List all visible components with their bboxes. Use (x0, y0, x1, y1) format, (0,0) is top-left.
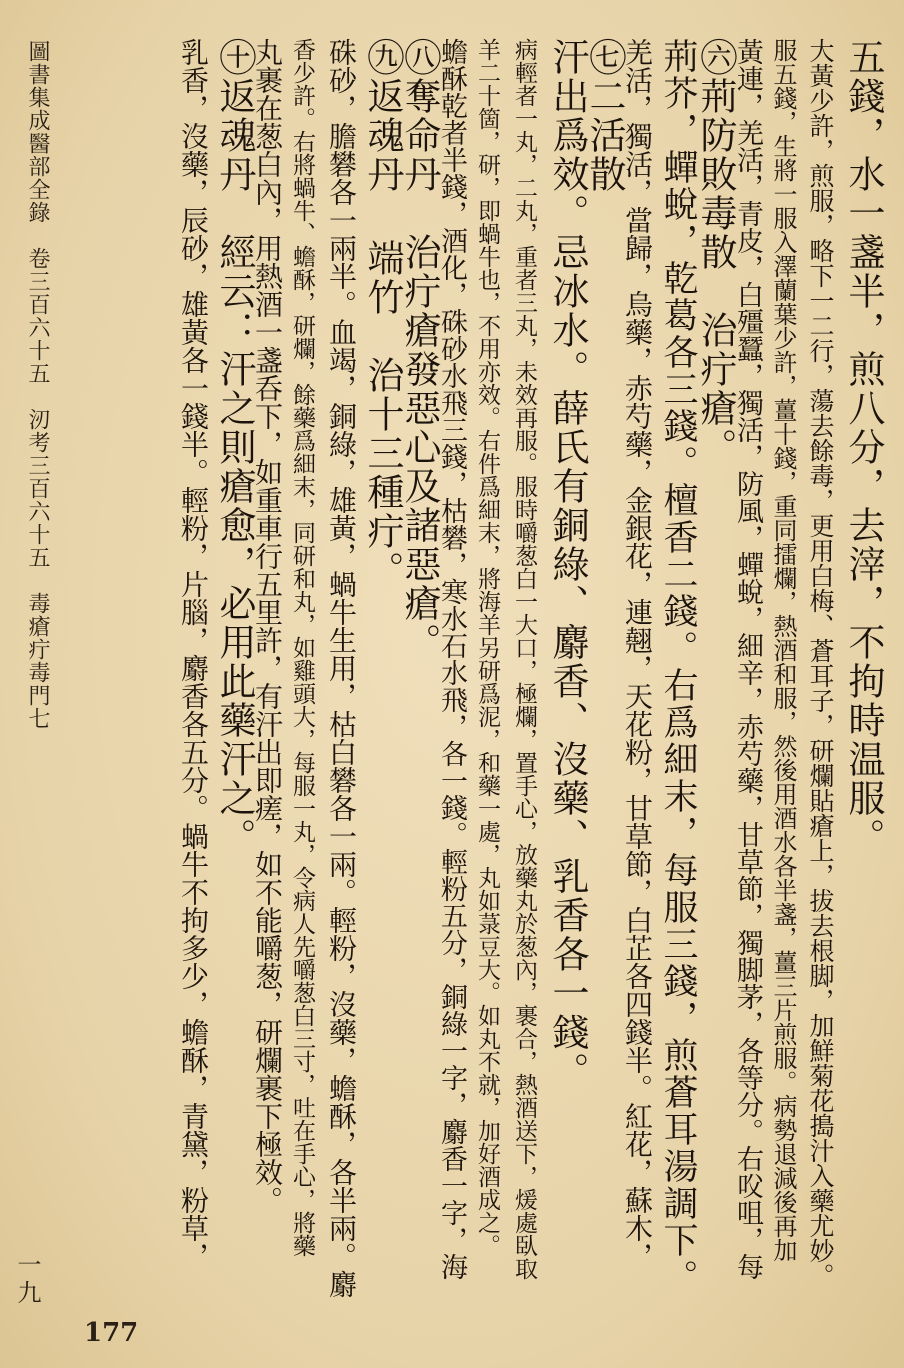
text-column-4: 黃連，羌活，青皮，白殭蠶，獨活，防風，蟬蛻，細辛，赤芍藥，甘草節，獨脚茅，各等分。右㕮咀，每 (732, 38, 763, 1280)
folio-number: 一九 (13, 1252, 41, 1308)
text-column-3: 服五錢，生將一服入澤蘭葉少許，薑十錢，重同擂爛，熱酒和服，然後用酒水各半盞，薑三片煎服。病勢退減後再加 (769, 38, 797, 1262)
running-footer: 圖書集成醫部全錄 卷三百六十五 㲽考三百六十五 毒瘡疔毒門七 (25, 40, 50, 730)
text-column-10: 病輕者一丸，二丸，重者三丸，未效再服。服時嚼葱白一大口，極爛，置手心，放藥丸於葱內，裹合，熱酒送下，煖處臥取 (511, 38, 537, 1280)
page-number: 177 (84, 1318, 139, 1348)
text-column-13: ㊇奪命丹 治疔瘡發惡心及諸惡瘡。 (398, 38, 441, 662)
text-column-8: ㊆二活散 (583, 38, 626, 194)
text-column-17: 丸裹在葱白內，用熱酒一盞呑下，如重車行五里許，有汗出即瘥，如不能嚼葱，研爛裹下極效。 (251, 38, 284, 1214)
text-column-14: ㊈返魂丹 端竹 治十三種疔。 (361, 38, 404, 590)
text-column-1: 五錢，水一盞半，煎八分，去滓，不拘時温服。 (842, 38, 885, 857)
text-column-11: 羊二十箇，研，即蝸牛也，不用亦效。右件爲細末，將海羊另研爲泥，和藥一處，丸如菉豆大。如丸不就，加好酒成之。 (474, 38, 500, 1257)
text-column-7: 羌活，獨活，當歸，烏藥，赤芍藥，金銀花，連翹，天花粉，甘草節，白芷各四錢半。紅花，蘇木， (621, 38, 654, 1270)
text-column-12: 蟾酥乾者半錢，酒化，硃砂水飛三錢，枯礬，寒水石水飛，各一錢。輕粉五分，銅綠一字，麝香一字，海 (436, 38, 467, 1280)
text-column-18: ㊉返魂丹 經云：汗之則瘡愈，必用此藥汗之。 (213, 38, 256, 857)
text-column-9: 汗出爲效。忌冰水。薛氏有銅綠、麝香、沒藥、乳香各一錢。 (546, 38, 589, 1091)
text-column-5: ㊅荊防敗毒散 治疔瘡。 (694, 38, 737, 467)
text-column-15: 硃砂，膽礬各一兩半。血竭，銅綠，雄黃，蝸牛生用，枯白礬各一兩。輕粉，沒藥，蟾酥，各半兩。麝 (325, 38, 358, 1298)
text-column-19: 乳香，沒藥，辰砂，雄黃各一錢半。輕粉，片腦，麝香各五分。蝸牛不拘多少，蟾酥，青黛，粉草， (177, 38, 210, 1270)
text-column-2: 大黃少許，煎服，略下一二行，蕩去餘毒，更用白梅、蒼耳子，研爛貼瘡上，拔去根脚，加鮮菊花搗汁入藥尤妙。 (806, 38, 835, 1288)
text-column-16: 香少許。右將蝸牛、蟾酥，研爛，餘藥爲細末，同研和丸，如雞頭大，每服一丸，令病人先嚼葱白三寸，吐在手心，將藥 (289, 38, 315, 1257)
text-column-6: 荊芥，蟬蛻，乾葛各三錢。檀香二錢。右爲細末，每服三錢，煎蒼耳湯調下。 (658, 38, 698, 1296)
